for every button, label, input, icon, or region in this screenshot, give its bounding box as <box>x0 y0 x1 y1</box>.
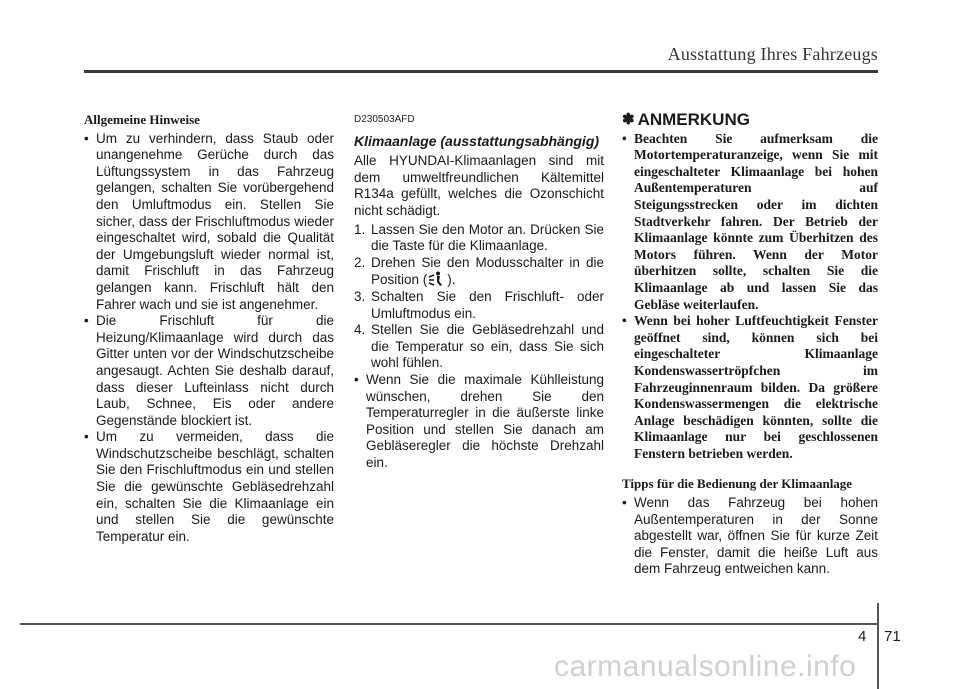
step-number: 1. <box>354 221 366 237</box>
list-item: • Beachten Sie aufmerksam die Motortemperaturanzeige, wenn Sie mit eingeschalteter Klimaanlage bei hohen Außentemperaturen auf Steigungsstrecken oder im dichten Stadtverkehr fahren. Der Betrieb der Klimaanlage könnte zum Überhitzen des Motors führen. Wenn der Motor überhitzen sollte, schalten Sie die Klimaanlage ab und lassen Sie das Gebläse weiterlaufen. <box>622 131 878 314</box>
step-item <box>354 289 604 322</box>
tips-list <box>622 495 878 578</box>
tips-heading: Tipps für die Bedienung der Klimaanlage <box>622 476 853 492</box>
list-item: • Wenn bei hoher Luftfeuchtigkeit Fenster geöffnet sind, können sich bei eingeschalteter Klimaanlage Kondenswassertröpfchen im Fahrzeuginnenraum bilden. Da größere Kondenswassermengen die elektrische Anlage beschädigen könnten, sollte die Klimaanlage nur bei geschlossenen Fenstern betrieben werden. <box>622 313 878 462</box>
general-notes-list <box>84 131 334 546</box>
watermark: carmanualsonline.info <box>554 650 857 683</box>
list-item: • Um zu vermeiden, dass die Windschutzscheibe beschlägt, schalten Sie den Frischluftmodus ein und stellen Sie die gewünschte Gebläsedrehzahl ein, schalten Sie die Klimaanlage ein und stellen Sie die gewünschte Temperatur ein. <box>84 429 334 545</box>
header-rule <box>84 70 878 73</box>
vent-mode-icon <box>427 271 447 287</box>
footer-rule <box>20 623 877 625</box>
step-item <box>354 322 604 372</box>
chapter-number: 4 <box>858 628 867 645</box>
general-notes-heading: Allgemeine Hinweise <box>84 112 200 127</box>
note-star-icon: ✽ <box>622 111 635 128</box>
column-note <box>622 112 878 578</box>
list-item: • Die Frischluft für die Heizung/Klimaanlage wird durch das Gitter unten vor der Windschutzscheibe angesaugt. Achten Sie deshalb darauf, dass dieser Lufteinlass nicht durch Laub, Schnee, Eis oder andere Gegenstände blockiert ist. <box>84 313 334 429</box>
column-air-conditioning <box>354 112 604 471</box>
step-text: Stellen Sie die Gebläsedrehzahl und die Temperatur so ein, dass Sie sich wohl fühlen. <box>371 322 604 371</box>
step-text: Schalten Sie den Frischluft- oder Umluftmodus ein. <box>371 288 604 321</box>
footer-divider <box>877 603 879 689</box>
page-header-title: Ausstattung Ihres Fahrzeugs <box>667 44 878 64</box>
air-conditioning-heading: Klimaanlage (ausstattungsabhängig) <box>354 132 600 149</box>
step-item <box>354 222 604 255</box>
step-text-after: ). <box>447 272 456 288</box>
list-item: • Wenn das Fahrzeug bei hohen Außentemperaturen in der Sonne abgestellt war, öffnen Sie für kurze Zeit die Fenster, damit die heiße Luft aus dem Fahrzeug entweichen kann. <box>622 495 878 578</box>
step-number: 3. <box>354 288 366 304</box>
step-number: 4. <box>354 322 366 338</box>
step-text-before: Drehen Sie den Modusschalter in die Position ( <box>371 254 604 288</box>
note-heading <box>622 112 878 129</box>
step-text: Lassen Sie den Motor an. Drücken Sie die Taste für die Klimaanlage. <box>371 221 604 254</box>
list-item: • Wenn Sie die maximale Kühlleistung wünschen, drehen Sie den Temperaturregler in die äußerste linke Position und stellen Sie danach am Gebläseregler die höchste Drehzahl ein. <box>354 372 604 472</box>
column-general-notes <box>84 112 334 545</box>
step-number: 2. <box>354 254 366 270</box>
note-list <box>622 131 878 463</box>
steps-list <box>354 222 604 372</box>
list-item: • Um zu verhindern, dass Staub oder unangenehme Gerüche durch das Lüftungssystem in das Fahrzeug gelangen, schalten Sie vorübergehend den Umluftmodus ein. Stellen Sie sicher, dass der Frischluftmodus wieder eingeschaltet wird, sobald die Qualität der Umgebungsluft wieder normal ist, damit Frischluft in das Fahrzeug gelangen kann. Frischluft hält den Fahrer wach und sie ist angenehmer. <box>84 131 334 314</box>
page-number: 71 <box>884 628 901 645</box>
note-heading-text: ANMERKUNG <box>637 110 750 129</box>
air-conditioning-intro: Alle HYUNDAI-Klimaanlagen sind mit dem umweltfreundlichen Kältemittel R134a gefüllt, welches die Ozonschicht nicht schädigt. <box>354 153 604 218</box>
max-cooling-list <box>354 372 604 472</box>
section-code: D230503AFD <box>354 114 415 125</box>
step-item <box>354 255 604 289</box>
